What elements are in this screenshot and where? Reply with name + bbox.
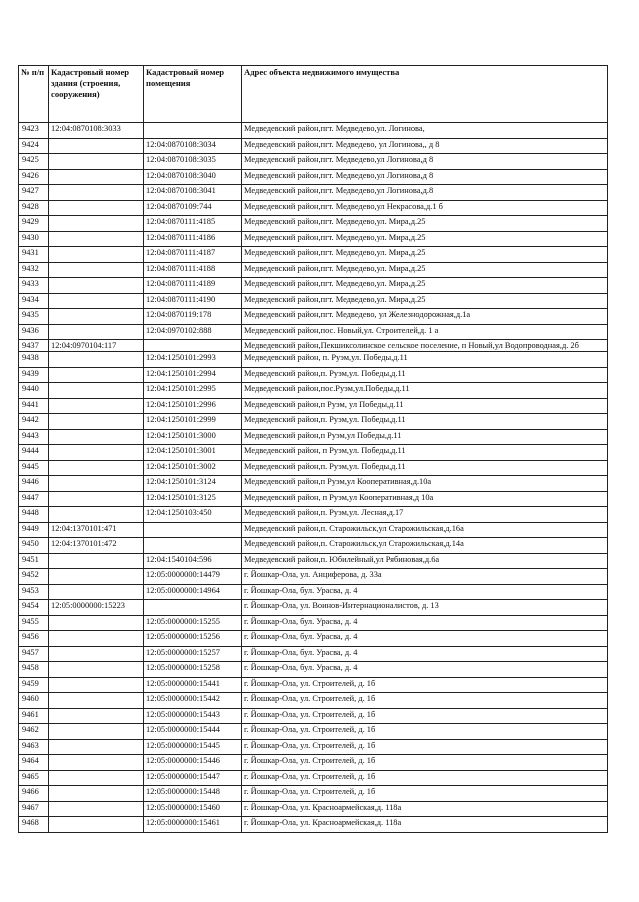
table-row: [19, 786, 608, 802]
cell-building-cadastral: [49, 677, 144, 693]
cell-address: Медведевский район,п Руэм, ул Победы,д.11: [242, 398, 608, 414]
cell-address: г. Йошкар-Ола, бул. Урасва, д. 4: [242, 584, 608, 600]
cell-room-cadastral: 12:04:0870111:4190: [144, 293, 242, 309]
cell-building-cadastral: [49, 293, 144, 309]
cell-room-cadastral: 12:04:1250101:3001: [144, 445, 242, 461]
cell-address: Медведевский район,п. Руэм,ул. Лесная,д.17: [242, 507, 608, 523]
table-row: [19, 662, 608, 678]
cell-number: 9456: [19, 631, 49, 647]
table-row: [19, 293, 608, 309]
cell-building-cadastral: [49, 383, 144, 399]
cell-number: 9425: [19, 154, 49, 170]
cell-number: 9432: [19, 262, 49, 278]
cell-room-cadastral: 12:04:0870109:744: [144, 200, 242, 216]
cell-room-cadastral: 12:05:0000000:15443: [144, 708, 242, 724]
cell-address: г. Йошкар-Ола, ул. Анциферова, д. 33а: [242, 569, 608, 585]
table-row: [19, 631, 608, 647]
cell-room-cadastral: 12:04:0870111:4188: [144, 262, 242, 278]
cell-room-cadastral: 12:04:0870108:3040: [144, 169, 242, 185]
cell-address: Медведевский район,пгт. Медведево,ул Логинова,д 8: [242, 154, 608, 170]
table-row: [19, 216, 608, 232]
cell-room-cadastral: [144, 522, 242, 538]
cell-address: г. Йошкар-Ола, ул. Строителей, д. 1б: [242, 677, 608, 693]
table-row: [19, 200, 608, 216]
cell-room-cadastral: 12:04:0870111:4187: [144, 247, 242, 263]
cell-building-cadastral: [49, 786, 144, 802]
cell-room-cadastral: 12:04:1250101:3125: [144, 491, 242, 507]
cell-address: Медведевский район,Пекшиксолинское сельское поселение, п Новый,ул Водопроводная,д. 2б: [242, 340, 608, 352]
cell-number: 9451: [19, 553, 49, 569]
cell-address: г. Йошкар-Ола, ул. Строителей, д. 1б: [242, 770, 608, 786]
cell-building-cadastral: [49, 429, 144, 445]
cell-address: г. Йошкар-Ола, бул. Урасва, д. 4: [242, 615, 608, 631]
cell-number: 9458: [19, 662, 49, 678]
table-row: [19, 677, 608, 693]
table-row: [19, 615, 608, 631]
table-row: [19, 138, 608, 154]
table-row: [19, 123, 608, 139]
cell-address: г. Йошкар-Ола, ул. Строителей, д. 1б: [242, 693, 608, 709]
cell-room-cadastral: [144, 123, 242, 139]
cell-number: 9461: [19, 708, 49, 724]
cell-building-cadastral: [49, 646, 144, 662]
cell-number: 9434: [19, 293, 49, 309]
table-row: [19, 522, 608, 538]
table-row: [19, 445, 608, 461]
cell-room-cadastral: 12:05:0000000:15257: [144, 646, 242, 662]
cell-room-cadastral: 12:04:1540104:596: [144, 553, 242, 569]
cell-room-cadastral: 12:04:1250101:3002: [144, 460, 242, 476]
cell-building-cadastral: [49, 817, 144, 833]
cell-number: 9463: [19, 739, 49, 755]
cell-address: г. Йошкар-Ола, ул. Строителей, д. 1б: [242, 786, 608, 802]
table-row: [19, 324, 608, 340]
cell-building-cadastral: [49, 662, 144, 678]
cell-address: г. Йошкар-Ола, ул. Строителей, д. 1б: [242, 708, 608, 724]
cell-room-cadastral: 12:04:0870108:3035: [144, 154, 242, 170]
cell-room-cadastral: 12:05:0000000:15460: [144, 801, 242, 817]
header-row: [19, 66, 608, 123]
cell-building-cadastral: [49, 770, 144, 786]
cell-number: 9444: [19, 445, 49, 461]
cell-building-cadastral: [49, 739, 144, 755]
cell-building-cadastral: [49, 352, 144, 368]
cell-number: 9442: [19, 414, 49, 430]
cell-number: 9426: [19, 169, 49, 185]
cell-room-cadastral: 12:04:0870108:3034: [144, 138, 242, 154]
header-number: № п/п: [19, 66, 49, 123]
cell-number: 9439: [19, 367, 49, 383]
table-row: [19, 367, 608, 383]
property-table: [18, 65, 608, 833]
table-row: [19, 262, 608, 278]
cell-address: Медведевский район,пгт. Медведево,ул. Логинова,: [242, 123, 608, 139]
table-row: [19, 476, 608, 492]
cell-room-cadastral: 12:05:0000000:15448: [144, 786, 242, 802]
cell-room-cadastral: 12:05:0000000:14964: [144, 584, 242, 600]
table-row: [19, 414, 608, 430]
cell-room-cadastral: [144, 340, 242, 352]
cell-number: 9429: [19, 216, 49, 232]
cell-room-cadastral: 12:04:1250101:2996: [144, 398, 242, 414]
cell-room-cadastral: 12:05:0000000:15258: [144, 662, 242, 678]
cell-number: 9448: [19, 507, 49, 523]
cell-number: 9427: [19, 185, 49, 201]
cell-address: Медведевский район,пгт. Медведево,ул Некрасова,д.1 б: [242, 200, 608, 216]
cell-address: Медведевский район, п Руэм,ул Кооперативная,д 10а: [242, 491, 608, 507]
header-address: Адрес объекта недвижимого имущества: [242, 66, 608, 123]
cell-number: 9435: [19, 309, 49, 325]
cell-building-cadastral: [49, 801, 144, 817]
cell-room-cadastral: 12:05:0000000:15461: [144, 817, 242, 833]
cell-building-cadastral: [49, 507, 144, 523]
cell-address: Медведевский район,пгт. Медведево, ул Железнодорожная,д.1а: [242, 309, 608, 325]
header-building-cadastral: Кадастровый номер здания (строения, сооружения): [49, 66, 144, 123]
cell-address: Медведевский район, п. Руэм,ул. Победы,д.11: [242, 352, 608, 368]
cell-building-cadastral: [49, 367, 144, 383]
cell-address: Медведевский район,п. Руэм,ул. Победы,д.11: [242, 367, 608, 383]
cell-building-cadastral: 12:04:1370101:472: [49, 538, 144, 554]
cell-address: Медведевский район,п Руэм,ул Кооперативная,д.10а: [242, 476, 608, 492]
cell-building-cadastral: 12:04:1370101:471: [49, 522, 144, 538]
cell-number: 9423: [19, 123, 49, 139]
table-row: [19, 185, 608, 201]
cell-room-cadastral: 12:05:0000000:15255: [144, 615, 242, 631]
table-row: [19, 755, 608, 771]
cell-building-cadastral: [49, 169, 144, 185]
table-row: [19, 584, 608, 600]
cell-number: 9428: [19, 200, 49, 216]
cell-address: г. Йошкар-Ола, бул. Урасва, д. 4: [242, 631, 608, 647]
cell-building-cadastral: [49, 231, 144, 247]
table-row: [19, 646, 608, 662]
cell-number: 9457: [19, 646, 49, 662]
cell-building-cadastral: [49, 398, 144, 414]
cell-number: 9447: [19, 491, 49, 507]
cell-number: 9433: [19, 278, 49, 294]
cell-number: 9460: [19, 693, 49, 709]
cell-address: Медведевский район,пгт. Медведево,ул Логинова,д 8: [242, 169, 608, 185]
cell-building-cadastral: 12:04:0870108:3033: [49, 123, 144, 139]
cell-building-cadastral: [49, 309, 144, 325]
table-row: [19, 708, 608, 724]
cell-building-cadastral: [49, 491, 144, 507]
cell-address: Медведевский район,п. Старожильск,ул Старожильская,д.16а: [242, 522, 608, 538]
cell-room-cadastral: 12:04:1250101:2995: [144, 383, 242, 399]
table-row: [19, 429, 608, 445]
cell-number: 9468: [19, 817, 49, 833]
table-row: [19, 309, 608, 325]
cell-number: 9431: [19, 247, 49, 263]
cell-room-cadastral: 12:05:0000000:15444: [144, 724, 242, 740]
cell-address: Медведевский район,пгт. Медведево,ул. Мира,д.25: [242, 216, 608, 232]
cell-building-cadastral: [49, 262, 144, 278]
cell-number: 9454: [19, 600, 49, 616]
cell-address: г. Йошкар-Ола, ул. Красноармейская,д. 118а: [242, 817, 608, 833]
cell-room-cadastral: 12:04:0870111:4185: [144, 216, 242, 232]
table-row: [19, 169, 608, 185]
cell-room-cadastral: 12:04:0970102:888: [144, 324, 242, 340]
table-row: [19, 278, 608, 294]
cell-room-cadastral: 12:05:0000000:14479: [144, 569, 242, 585]
table-row: [19, 340, 608, 352]
table-row: [19, 817, 608, 833]
cell-address: г. Йошкар-Ола, ул. Строителей, д. 1б: [242, 739, 608, 755]
cell-building-cadastral: [49, 584, 144, 600]
cell-building-cadastral: [49, 755, 144, 771]
cell-room-cadastral: 12:04:1250101:2999: [144, 414, 242, 430]
cell-room-cadastral: 12:04:0870111:4189: [144, 278, 242, 294]
cell-building-cadastral: [49, 569, 144, 585]
cell-number: 9462: [19, 724, 49, 740]
cell-building-cadastral: [49, 693, 144, 709]
cell-room-cadastral: 12:05:0000000:15442: [144, 693, 242, 709]
header-room-cadastral: Кадастровый номер помещения: [144, 66, 242, 123]
cell-room-cadastral: 12:04:1250101:3124: [144, 476, 242, 492]
table-body: [19, 123, 608, 833]
cell-address: Медведевский район,пгт. Медведево,ул. Мира,д.25: [242, 231, 608, 247]
cell-number: 9459: [19, 677, 49, 693]
cell-room-cadastral: 12:04:1250103:450: [144, 507, 242, 523]
cell-building-cadastral: [49, 708, 144, 724]
cell-building-cadastral: [49, 476, 144, 492]
cell-address: Медведевский район,п. Руэм,ул. Победы,д.11: [242, 414, 608, 430]
cell-building-cadastral: [49, 553, 144, 569]
cell-room-cadastral: 12:04:1250101:3000: [144, 429, 242, 445]
cell-building-cadastral: [49, 460, 144, 476]
cell-number: 9440: [19, 383, 49, 399]
table-row: [19, 507, 608, 523]
cell-number: 9453: [19, 584, 49, 600]
cell-building-cadastral: [49, 138, 144, 154]
table-row: [19, 383, 608, 399]
cell-building-cadastral: [49, 154, 144, 170]
cell-address: Медведевский район,пос.Руэм,ул.Победы,д.11: [242, 383, 608, 399]
cell-number: 9449: [19, 522, 49, 538]
cell-address: Медведевский район,пгт. Медведево,ул. Мира,д.25: [242, 247, 608, 263]
cell-address: Медведевский район,пгт. Медведево,ул. Мира,д.25: [242, 262, 608, 278]
table-row: [19, 352, 608, 368]
cell-number: 9464: [19, 755, 49, 771]
table-row: [19, 231, 608, 247]
table-row: [19, 538, 608, 554]
cell-building-cadastral: [49, 247, 144, 263]
table-row: [19, 553, 608, 569]
cell-address: Медведевский район,пгт. Медведево,ул. Мира,д.25: [242, 278, 608, 294]
table-row: [19, 154, 608, 170]
cell-building-cadastral: [49, 414, 144, 430]
table-row: [19, 724, 608, 740]
cell-number: 9436: [19, 324, 49, 340]
table-row: [19, 247, 608, 263]
cell-number: 9467: [19, 801, 49, 817]
cell-address: Медведевский район,пгт. Медведево,ул Логинова,д.8: [242, 185, 608, 201]
cell-number: 9445: [19, 460, 49, 476]
cell-address: Медведевский район,пгт. Медведево, ул Логинова,, д 8: [242, 138, 608, 154]
table-row: [19, 693, 608, 709]
cell-number: 9430: [19, 231, 49, 247]
cell-room-cadastral: 12:05:0000000:15441: [144, 677, 242, 693]
cell-address: г. Йошкар-Ола, бул. Урасва, д. 4: [242, 646, 608, 662]
cell-room-cadastral: 12:04:1250101:2993: [144, 352, 242, 368]
cell-address: Медведевский район,пгт. Медведево,ул. Мира,д.25: [242, 293, 608, 309]
cell-building-cadastral: 12:04:0970104:117: [49, 340, 144, 352]
cell-building-cadastral: [49, 445, 144, 461]
cell-number: 9465: [19, 770, 49, 786]
table-row: [19, 460, 608, 476]
cell-address: г. Йошкар-Ола, ул. Строителей, д. 1б: [242, 755, 608, 771]
cell-address: г. Йошкар-Ола, бул. Урасва, д. 4: [242, 662, 608, 678]
cell-building-cadastral: [49, 724, 144, 740]
cell-number: 9446: [19, 476, 49, 492]
cell-room-cadastral: 12:04:1250101:2994: [144, 367, 242, 383]
cell-building-cadastral: [49, 278, 144, 294]
cell-building-cadastral: [49, 631, 144, 647]
cell-room-cadastral: 12:05:0000000:15446: [144, 755, 242, 771]
cell-room-cadastral: 12:05:0000000:15445: [144, 739, 242, 755]
cell-room-cadastral: 12:04:0870119:178: [144, 309, 242, 325]
cell-building-cadastral: [49, 200, 144, 216]
table-row: [19, 739, 608, 755]
cell-address: г. Йошкар-Ола, ул. Воинов-Интернационалистов, д. 13: [242, 600, 608, 616]
cell-number: 9441: [19, 398, 49, 414]
cell-number: 9450: [19, 538, 49, 554]
cell-number: 9443: [19, 429, 49, 445]
table-row: [19, 801, 608, 817]
cell-address: Медведевский район,п. Руэм,ул. Победы,д.11: [242, 460, 608, 476]
cell-building-cadastral: 12:05:0000000:15223: [49, 600, 144, 616]
cell-address: г. Йошкар-Ола, ул. Красноармейская,д. 118а: [242, 801, 608, 817]
cell-address: Медведевский район,п Руэм,ул Победы,д.11: [242, 429, 608, 445]
table-row: [19, 491, 608, 507]
cell-number: 9438: [19, 352, 49, 368]
cell-building-cadastral: [49, 324, 144, 340]
table-row: [19, 569, 608, 585]
cell-number: 9455: [19, 615, 49, 631]
cell-address: Медведевский район,п. Старожильск,ул Старожильская,д.14а: [242, 538, 608, 554]
cell-address: г. Йошкар-Ола, ул. Строителей, д. 1б: [242, 724, 608, 740]
table-row: [19, 770, 608, 786]
cell-building-cadastral: [49, 216, 144, 232]
cell-number: 9452: [19, 569, 49, 585]
cell-room-cadastral: 12:05:0000000:15447: [144, 770, 242, 786]
table-row: [19, 600, 608, 616]
cell-room-cadastral: 12:04:0870108:3041: [144, 185, 242, 201]
cell-room-cadastral: 12:04:0870111:4186: [144, 231, 242, 247]
cell-address: Медведевский район,п. Юбилейный,ул Рябиновая,д.6а: [242, 553, 608, 569]
cell-number: 9466: [19, 786, 49, 802]
cell-building-cadastral: [49, 185, 144, 201]
cell-address: Медведевский район, п Руэм,ул. Победы,д.11: [242, 445, 608, 461]
cell-room-cadastral: [144, 538, 242, 554]
cell-room-cadastral: 12:05:0000000:15256: [144, 631, 242, 647]
cell-building-cadastral: [49, 615, 144, 631]
cell-room-cadastral: [144, 600, 242, 616]
cell-number: 9437: [19, 340, 49, 352]
cell-address: Медведевский район,пос. Новый,ул. Строителей,д. 1 а: [242, 324, 608, 340]
table-row: [19, 398, 608, 414]
cell-number: 9424: [19, 138, 49, 154]
